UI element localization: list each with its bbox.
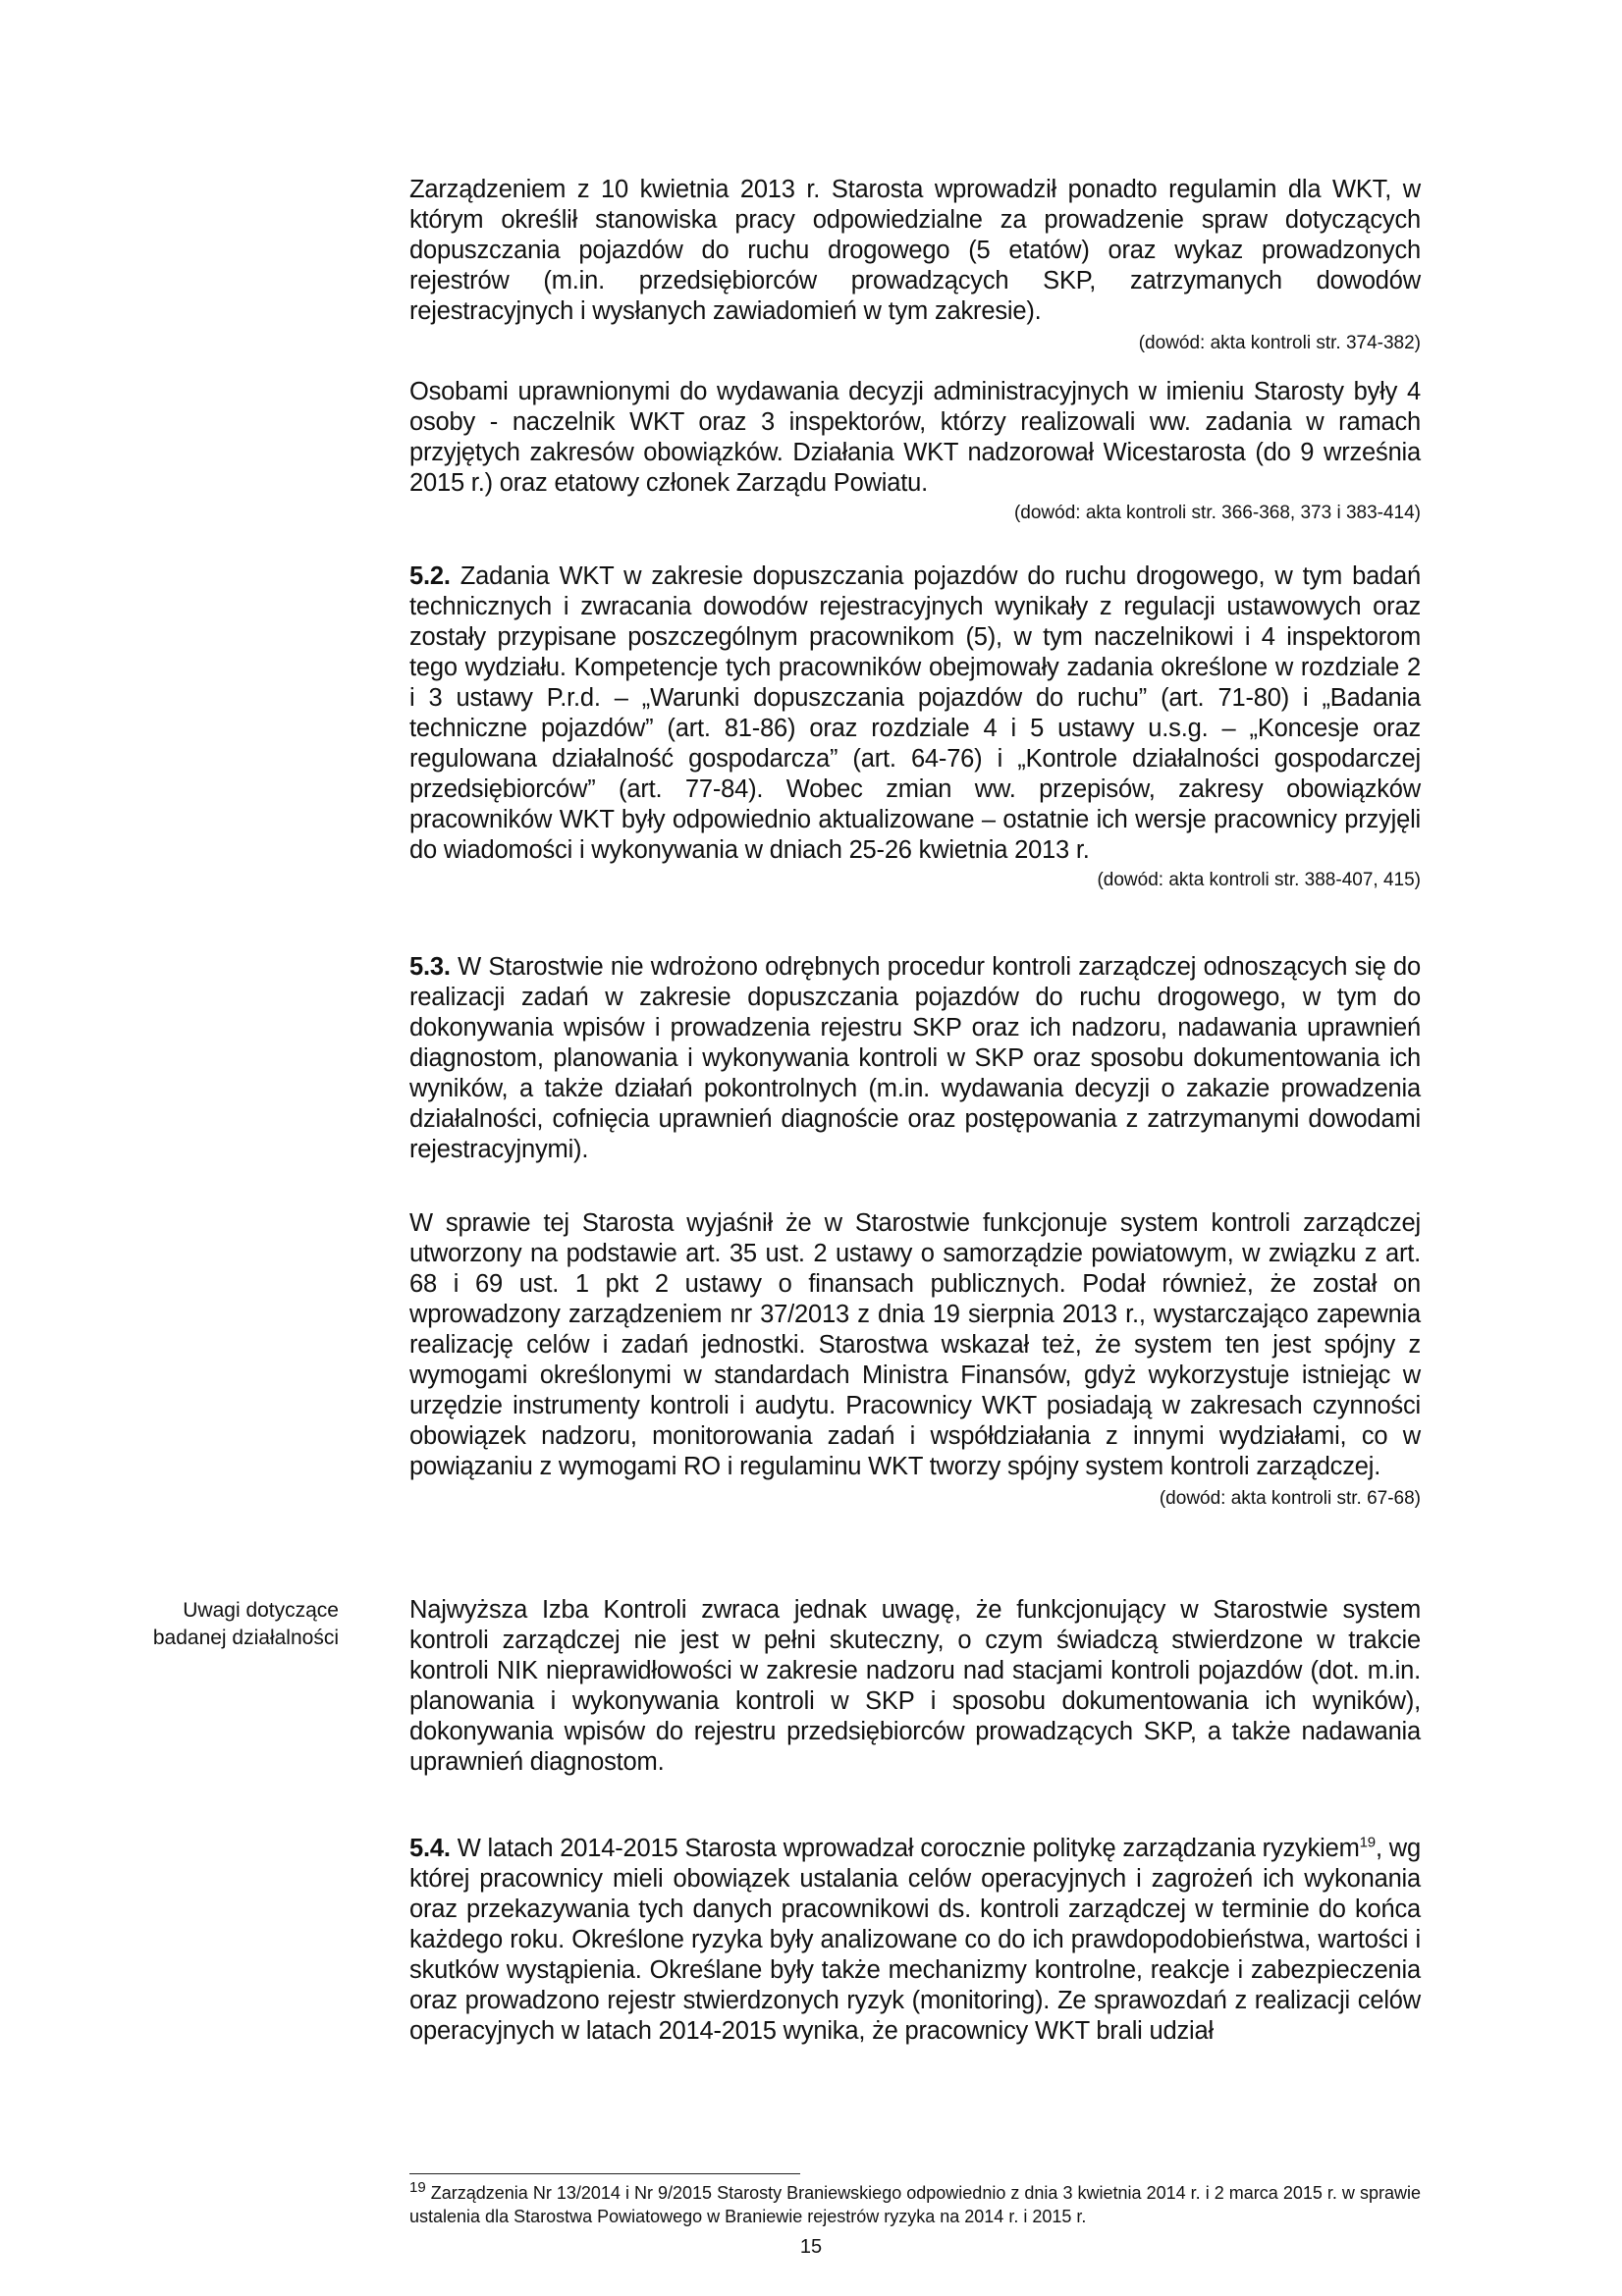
page-number: 15 [799, 2236, 823, 2258]
paragraph-regulamin [409, 175, 1421, 356]
section-body-continued: , wg której pracownicy mieli obowiązek ustalania celów operacyjnych i zagrożeń ich wykonania oraz przekazywania tych danych pracownikowi ds. kontroli zarządczej w terminie do końca każdego roku. Określone ryzyka były analizowane co do ich prawdopodobieństwa, wartości i skutków wystąpienia. Określane były także mechanizmy kontrolne, reakcje i zabezpieczenia oraz prowadzono rejestr stwierdzonych ryzyk (monitoring). Ze sprawozdań z realizacji celów operacyjnych w latach 2014-2015 wynika, że pracownicy WKT brali udział [409, 1835, 1421, 2045]
paragraph-text: W sprawie tej Starosta wyjaśnił że w Starostwie funkcjonuje system kontroli zarządczej utworzony na podstawie art. 35 ust. 2 ustawy o samorządzie powiatowym, w związku z art. 68 i 69 ust. 1 pkt 2 ustawy o finansach publicznych. Podał również, że został on wprowadzony zarządzeniem nr 37/2013 z dnia 19 sierpnia 2013 r., wystarczająco zapewnia realizację celów i zadań jednostki. Starostwa wskazał też, że system ten jest spójny z wymogami określonymi w standardach Ministra Finansów, gdyż wykorzystuje istniejąc w urzędzie instrumenty kontroli i audytu. Pracownicy WKT posiadają w zakresach czynności obowiązek nadzoru, monitorowania zadań i współdziałania z innymi wydziałami, co w powiązaniu z wymogami RO i regulaminu WKT tworzy spójny system kontroli zarządczej. [409, 1209, 1421, 1480]
section-5-2 [409, 561, 1421, 893]
paragraph-text: Osobami uprawnionymi do wydawania decyzji administracyjnych w imieniu Starosty były 4 osoby - naczelnik WKT oraz 3 inspektorów, którzy realizowali ww. zadania w ramach przyjętych zakresów obowiązków. Działania WKT nadzorował Wicestarosta (do 9 września 2015 r.) oraz etatowy członek Zarządu Powiatu. [409, 378, 1421, 497]
footnote-reference[interactable]: 19 [1359, 1834, 1376, 1851]
evidence-reference: (dowód: akta kontroli str. 388-407, 415) [1097, 870, 1421, 890]
paragraph-uwagi-nik [409, 1595, 1421, 1778]
paragraph-text [409, 952, 1421, 1165]
section-5-4 [409, 1834, 1421, 2047]
footnote [409, 2181, 1421, 2228]
evidence-reference: (dowód: akta kontroli str. 366-368, 373 i 383-414) [1013, 503, 1421, 523]
paragraph-text: Najwyższa Izba Kontroli zwraca jednak uwagę, że funkcjonujący w Starostwie system kontroli zarządczej nie jest w pełni skuteczny, o czym świadczą stwierdzone w trakcie kontroli NIK nieprawidłowości w zakresie nadzoru nad stacjami kontroli pojazdów (dot. m.in. planowania i wykonywania kontroli w SKP i sposobu dokumentowania ich wyników), dokonywania wpisów do rejestru przedsiębiorców prowadzących SKP, a także nadawania uprawnień diagnostom. [409, 1596, 1421, 1776]
section-body: W Starostwie nie wdrożono odrębnych procedur kontroli zarządczej odnoszących się do realizacji zadań w zakresie dopuszczania pojazdów do ruchu drogowego, w tym do dokonywania wpisów i prowadzenia rejestru SKP oraz ich nadzoru, nadawania uprawnień diagnostom, planowania i wykonywania kontroli w SKP oraz sposobu dokumentowania ich wyników, a także działań pokontrolnych (m.in. wydawania decyzji o zakazie prowadzenia działalności, cofnięcia uprawnień diagnoście oraz postępowania z zatrzymanymi dowodami rejestracyjnymi). [409, 953, 1421, 1163]
section-number: 5.3. [409, 953, 451, 981]
paragraph-text: Zarządzeniem z 10 kwietnia 2013 r. Starosta wprowadził ponadto regulamin dla WKT, w którym określił stanowiska pracy odpowiedzialne za prowadzenie spraw dotyczących dopuszczania pojazdów do ruchu drogowego (5 etatów) oraz wykaz prowadzonych rejestrów (m.in. przedsiębiorców prowadzących SKP, zatrzymanych dowodów rejestracyjnych i wysłanych zawiadomień w tym zakresie). [409, 176, 1421, 325]
paragraph-wyjasnienia [409, 1208, 1421, 1512]
section-number: 5.4. [409, 1835, 451, 1862]
evidence-reference: (dowód: akta kontroli str. 374-382) [1138, 333, 1421, 353]
footnote-separator [409, 2173, 800, 2174]
section-number: 5.2. [409, 562, 451, 590]
section-body: Zadania WKT w zakresie dopuszczania pojazdów do ruchu drogowego, w tym badań technicznych i zwracania dowodów rejestracyjnych wynikały z regulacji ustawowych oraz zostały przypisane poszczególnym pracownikom (5), w tym naczelnikowi i 4 inspektorom tego wydziału. Kompetencje tych pracowników obejmowały zadania określone w rozdziale 2 i 3 ustawy P.r.d. – „Warunki dopuszczania pojazdów do ruchu” (art. 71-80) i „Badania techniczne pojazdów” (art. 81-86) oraz rozdziale 4 i 5 ustawy u.s.g. – „Koncesje oraz regulowana działalność gospodarcza” (art. 64-76) i „Kontrole działalności gospodarczej przedsiębiorców” (art. 77-84). Wobec zmian ww. przepisów, zakresy obowiązków pracowników WKT były odpowiednio aktualizowane – ostatnie ich wersje pracownicy przyjęli do wiadomości i wykonywania w dniach 25-26 kwietnia 2013 r. [409, 562, 1421, 864]
paragraph-text [409, 561, 1421, 866]
section-body: W latach 2014-2015 Starosta wprowadzał corocznie politykę zarządzania ryzykiem [457, 1835, 1360, 1862]
footnote-number: 19 [409, 2179, 426, 2196]
evidence-reference: (dowód: akta kontroli str. 67-68) [1159, 1488, 1421, 1509]
paragraph-osoby-uprawnione [409, 377, 1421, 526]
paragraph-text [409, 1834, 1421, 2047]
footnote-text: Zarządzenia Nr 13/2014 i Nr 9/2015 Starosty Braniewskiego odpowiednio z dnia 3 kwietnia 2014 r. i 2 marca 2015 r. w sprawie ustalenia dla Starostwa Powiatowego w Braniewie rejestrów ryzyka na 2014 r. i 2015 r. [409, 2183, 1421, 2226]
margin-note: Uwagi dotyczące badanej działalności [152, 1599, 339, 1649]
section-5-3 [409, 952, 1421, 1165]
